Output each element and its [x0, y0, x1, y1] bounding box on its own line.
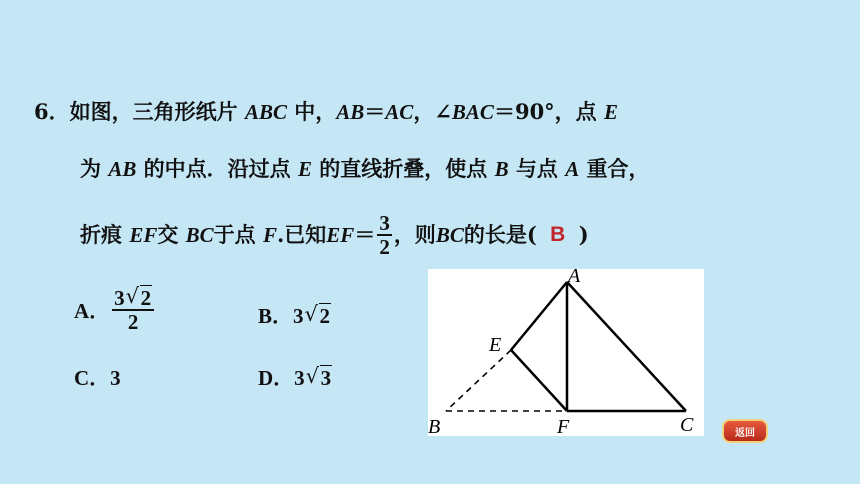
var: E	[604, 100, 619, 124]
fraction-three-halves	[377, 212, 392, 258]
segment-ab-lower-dashed	[446, 350, 511, 411]
text: 重合，	[579, 156, 650, 181]
answer-letter: B	[550, 223, 566, 246]
radical-icon: √	[125, 284, 140, 308]
option-d-label: D．	[258, 366, 295, 390]
triangle-figure	[428, 269, 704, 436]
segment-ab-upper	[511, 282, 567, 350]
option-a-label: A．	[74, 299, 111, 323]
text: 与点	[508, 156, 566, 181]
question-line-2	[80, 154, 650, 184]
label-b: B	[428, 416, 441, 436]
option-a-fraction	[112, 284, 154, 334]
text: ，∠	[413, 99, 452, 124]
text: 交	[157, 222, 179, 247]
coef: 3	[114, 286, 125, 310]
var: AB	[108, 157, 137, 181]
option-a-denominator: 2	[127, 310, 139, 334]
option-b-label: B．	[258, 304, 294, 328]
radical-icon: √	[304, 302, 318, 326]
option-a[interactable]	[74, 284, 156, 334]
text: 为	[80, 156, 109, 181]
frac-numerator: 3	[379, 211, 390, 235]
option-d[interactable]	[258, 362, 332, 392]
label-f: F	[557, 416, 570, 436]
question-number: 6．	[34, 99, 70, 124]
option-c[interactable]	[74, 362, 121, 392]
text: 的直线折叠，使点	[311, 156, 495, 181]
text: ＝	[354, 222, 376, 247]
text: 的中点．沿过点	[136, 156, 298, 181]
label-e: E	[489, 334, 502, 356]
var: ABC	[244, 100, 287, 124]
sqrt	[305, 304, 332, 329]
text: ，则	[393, 222, 436, 247]
radicand: 3	[320, 366, 332, 390]
text: 如图，三角形纸片	[69, 99, 245, 124]
coef: 3	[293, 304, 304, 328]
sqrt	[125, 284, 153, 310]
label-c: C	[680, 414, 694, 436]
radical-icon: √	[305, 364, 320, 388]
text: .已知	[276, 222, 327, 247]
option-c-label: C．	[74, 366, 111, 390]
var: AB	[336, 100, 365, 124]
radicand: 2	[140, 286, 152, 310]
var: B	[494, 157, 509, 181]
var: A	[565, 157, 580, 181]
var: EF	[129, 223, 158, 247]
question-line-1	[34, 97, 618, 127]
triangle-diagram	[428, 269, 704, 436]
value: 3	[110, 366, 121, 390]
back-button[interactable]: 返回	[722, 419, 768, 443]
sqrt	[306, 366, 333, 391]
coef: 3	[294, 366, 305, 390]
text: 中，	[286, 99, 337, 124]
question-line-3	[80, 212, 589, 258]
var: F	[262, 223, 277, 247]
text: 于点	[213, 222, 256, 247]
option-b[interactable]	[258, 300, 331, 330]
text: 折痕	[80, 222, 122, 247]
var: E	[297, 157, 312, 181]
text: 的长是(	[463, 222, 537, 247]
var: AC	[385, 100, 414, 124]
var: BC	[185, 223, 214, 247]
radicand: 2	[319, 304, 331, 328]
segment-ef	[511, 350, 567, 411]
close-paren: )	[578, 222, 589, 247]
option-a-numerator	[112, 284, 154, 311]
text: ＝	[364, 99, 386, 124]
segment-ac	[567, 282, 686, 411]
var: BC	[435, 223, 464, 247]
var: EF	[326, 223, 355, 247]
var: BAC	[451, 100, 494, 124]
text: ＝90°，点	[493, 99, 604, 124]
frac-denominator: 2	[379, 235, 390, 259]
label-a: A	[568, 269, 581, 287]
